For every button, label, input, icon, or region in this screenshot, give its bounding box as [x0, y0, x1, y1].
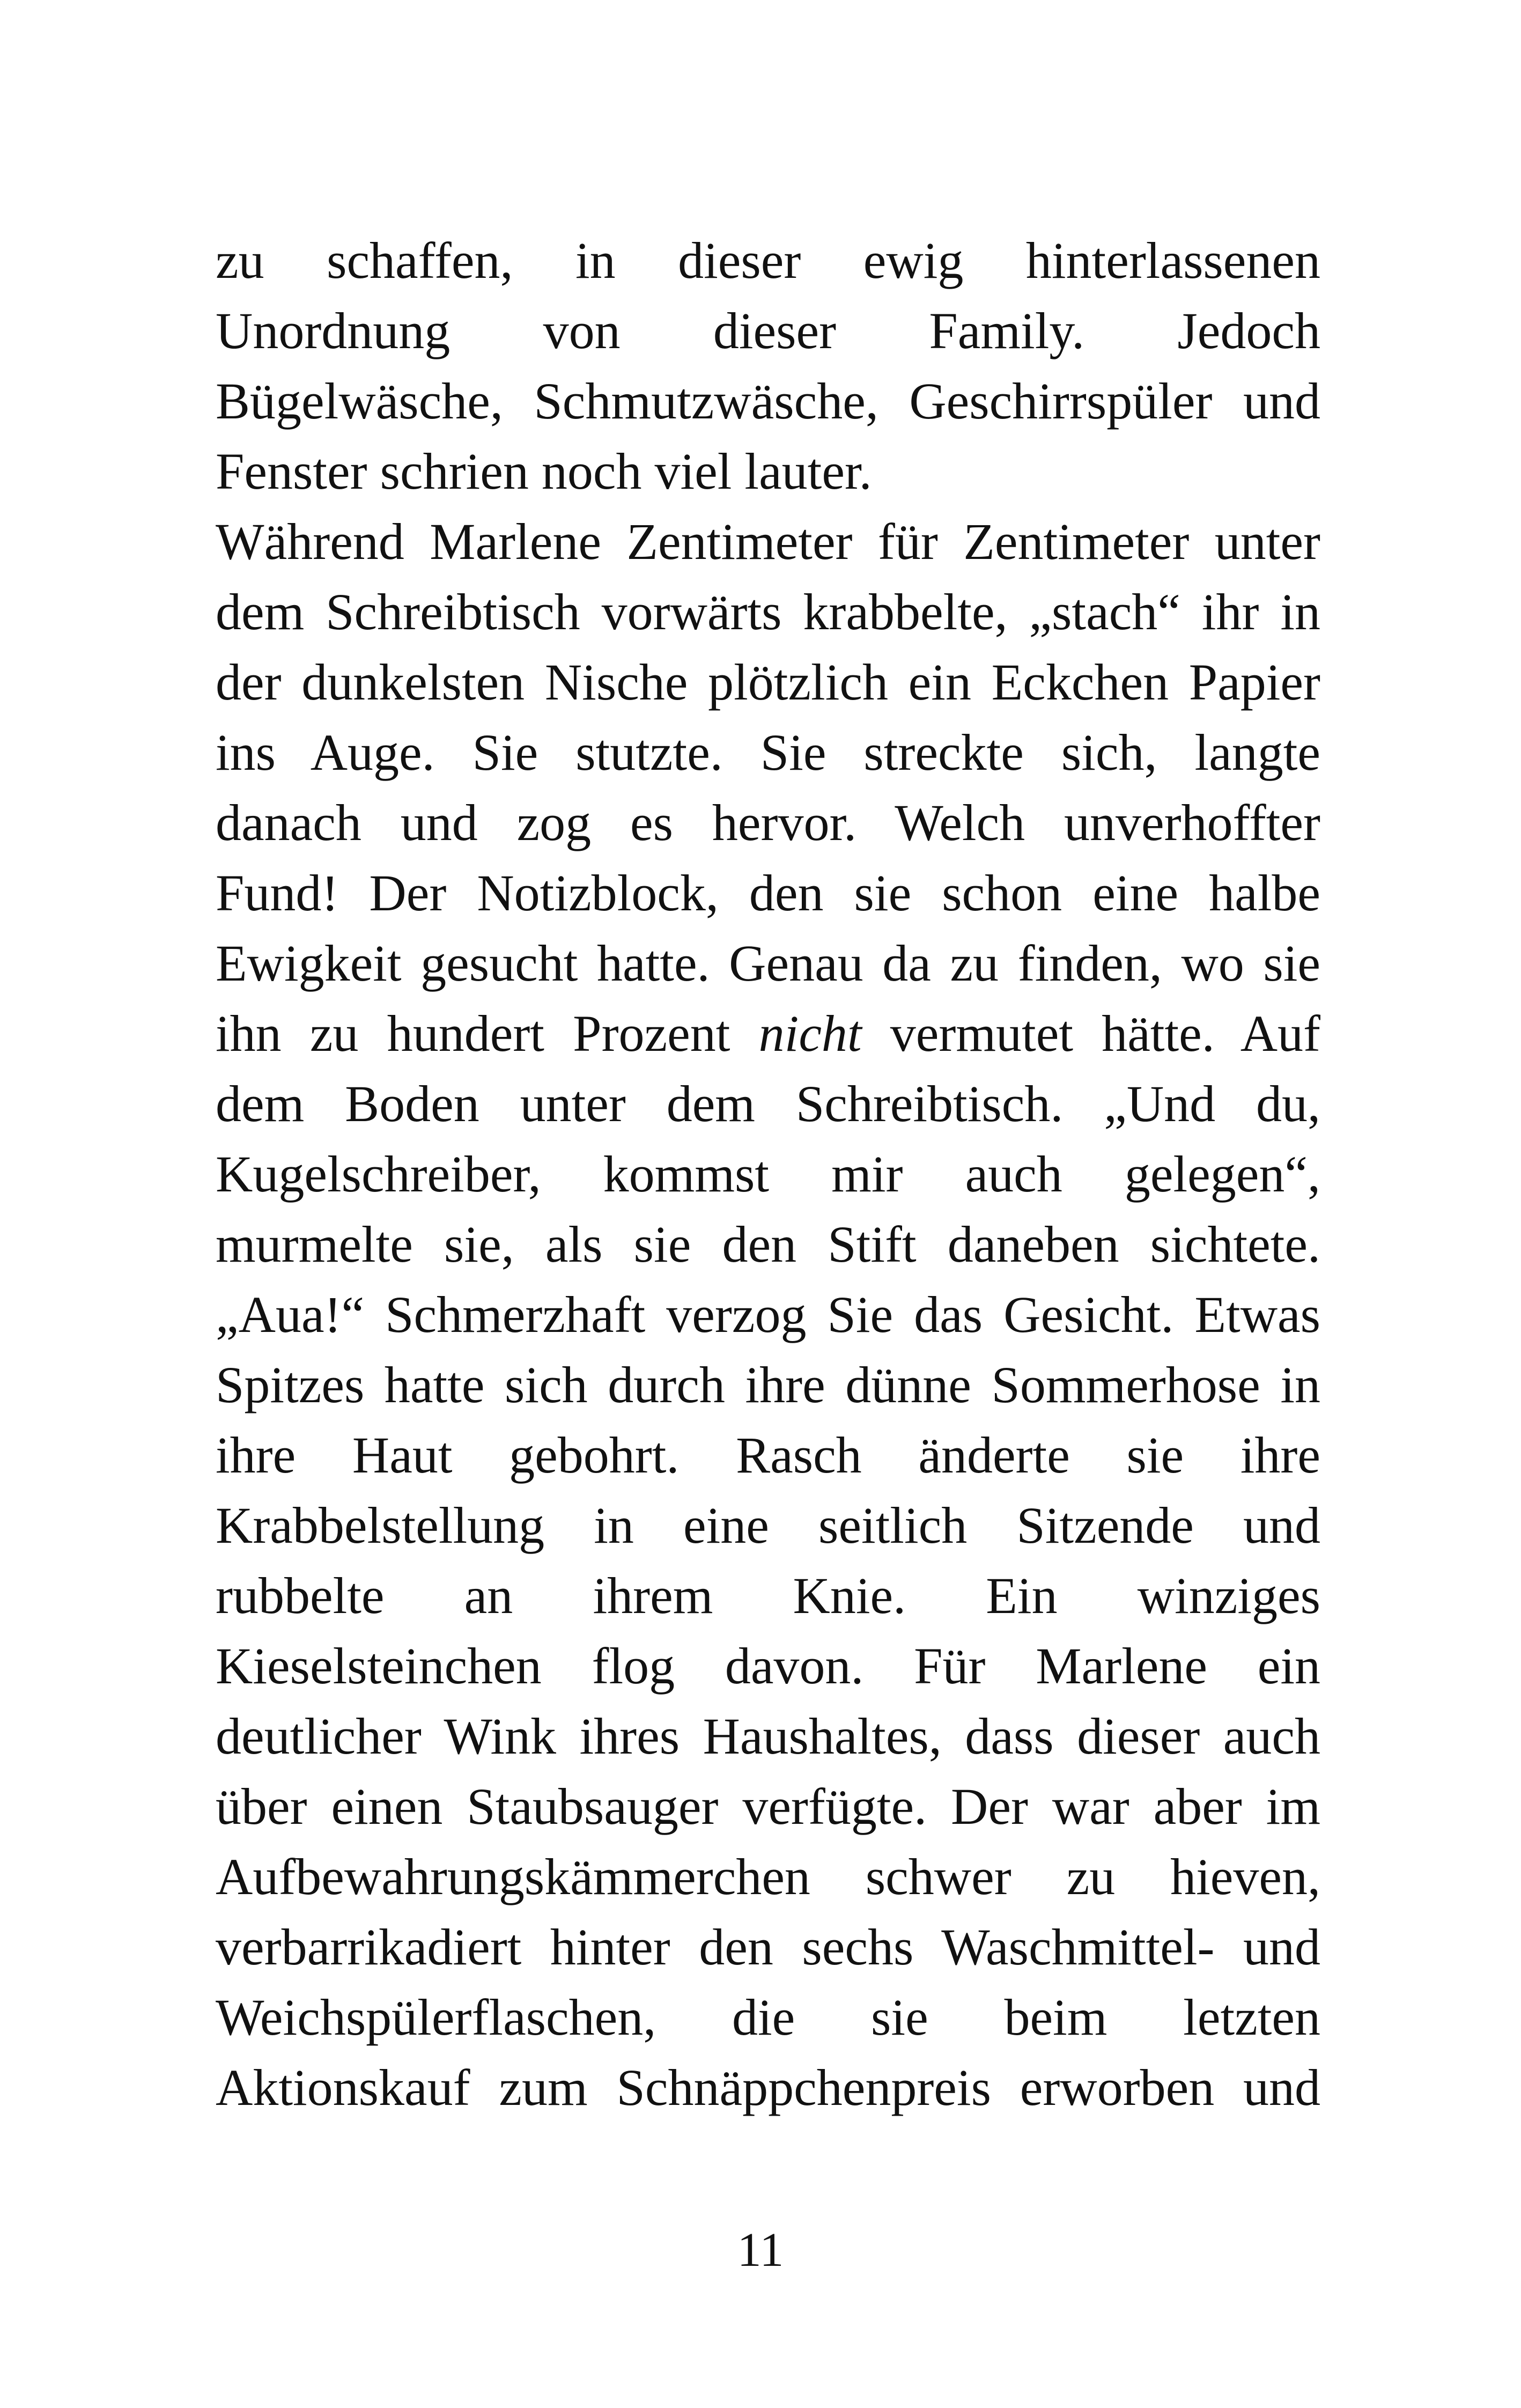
text-line: ins Auge. Sie stutzte. Sie streckte sich, langte: [216, 724, 1320, 781]
page-number: 11: [737, 2223, 784, 2277]
text-line: dem Schreibtisch vorwärts krabbelte, „stach“ ihr in: [216, 583, 1320, 640]
text-line: Unordnung von dieser Family. Jedoch: [216, 302, 1320, 359]
emphasized-word: nicht: [758, 1005, 862, 1062]
text-line: dem Boden unter dem Schreibtisch. „Und du,: [216, 1075, 1320, 1132]
text-line: Fund! Der Notizblock, den sie schon eine halbe: [216, 864, 1320, 922]
text-segment: ihn zu hundert Prozent: [216, 1005, 759, 1062]
text-line: deutlicher Wink ihres Haushaltes, dass dieser auch: [216, 1707, 1320, 1765]
text-line: Spitzes hatte sich durch ihre dünne Sommerhose in: [216, 1356, 1320, 1413]
text-line-with-emphasis: [216, 998, 1320, 1069]
body-text: [216, 225, 1320, 2123]
text-line: danach und zog es hervor. Welch unverhoffter: [216, 794, 1320, 851]
text-line: Krabbelstellung in eine seitlich Sitzende und: [216, 1497, 1320, 1554]
text-line: zu schaffen, in dieser ewig hinterlassenen: [216, 232, 1320, 289]
text-line: Aktionskauf zum Schnäppchenpreis erworben und: [216, 2059, 1320, 2116]
text-line: verbarrikadiert hinter den sechs Waschmittel- und: [216, 1918, 1320, 1976]
text-line: Kugelschreiber, kommst mir auch gelegen“,: [216, 1145, 1320, 1203]
text-line: „Aua!“ Schmerzhaft verzog Sie das Gesicht. Etwas: [216, 1286, 1320, 1343]
text-segment: vermutet hätte. Auf: [861, 1005, 1321, 1062]
text-line: Weichspülerflaschen, die sie beim letzten: [216, 1989, 1320, 2046]
text-line: über einen Staubsauger verfügte. Der war aber im: [216, 1778, 1320, 1835]
text-line: Bügelwäsche, Schmutzwäsche, Geschirrspüler und: [216, 372, 1320, 430]
text-line: Aufbewahrungskämmerchen schwer zu hieven,: [216, 1848, 1320, 1905]
text-line: Während Marlene Zentimeter für Zentimeter unter: [216, 513, 1320, 570]
text-line: ihre Haut gebohrt. Rasch änderte sie ihre: [216, 1426, 1320, 1484]
text-line: murmelte sie, als sie den Stift daneben sichtete.: [216, 1216, 1320, 1273]
text-line: Fenster schrien noch viel lauter.: [216, 443, 872, 500]
text-line: der dunkelsten Nische plötzlich ein Eckchen Papier: [216, 653, 1320, 711]
text-line: Kieselsteinchen flog davon. Für Marlene ein: [216, 1637, 1320, 1695]
text-line: Ewigkeit gesucht hatte. Genau da zu finden, wo sie: [216, 934, 1320, 992]
text-line: rubbelte an ihrem Knie. Ein winziges: [216, 1567, 1320, 1624]
